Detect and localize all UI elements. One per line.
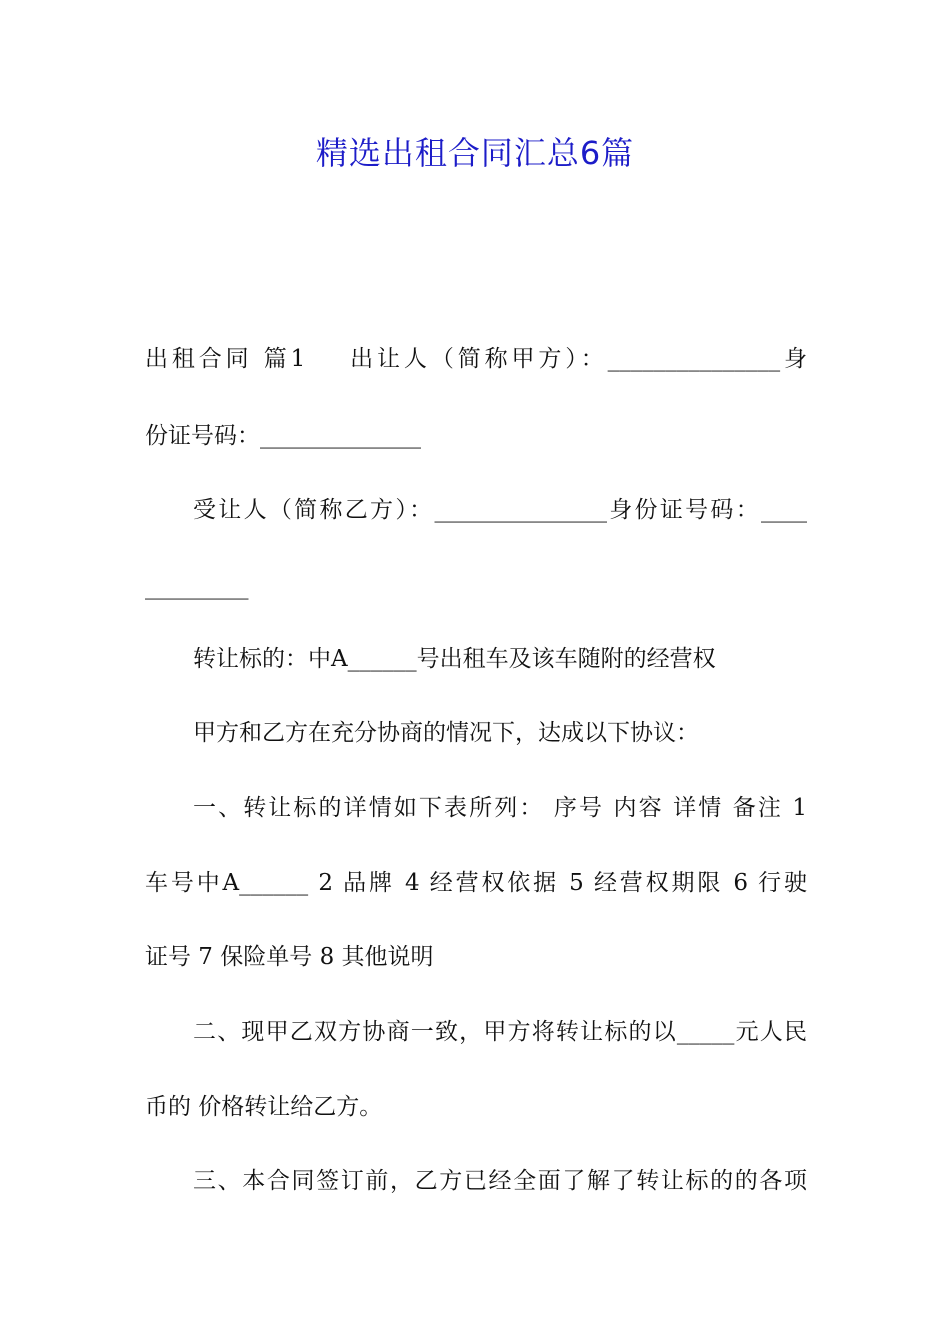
paragraph-line: 甲方和乙方在充分协商的情况下，达成以下协议： [193,720,699,746]
paragraph-line: _________ [145,574,249,600]
paragraph-line: 证号 7 保险单号 8 其他说明 [145,944,434,970]
paragraph-line: 转让标的：中A______号出租车及该车随附的经营权 [193,646,716,672]
paragraph-line: 三、本合同签订前，乙方已经全面了解了转让标的的各项 [193,1168,807,1194]
paragraph-line: 一、转让标的详情如下表所列： 序号 内容 详情 备注 1 [193,795,807,821]
paragraph-line: 受让人（简称乙方）：_______________身份证号码：____ [193,497,807,523]
paragraph-line: 份证号码：______________ [145,423,421,449]
paragraph-line: 币的 价格转让给乙方。 [145,1094,383,1120]
document-title: 精选出租合同汇总6篇 [315,134,635,172]
paragraph-line: 二、现甲乙双方协商一致，甲方将转让标的以_____元人民 [193,1019,807,1045]
paragraph-line: 车号中A______ 2 品牌 4 经营权依据 5 经营权期限 6 行驶 [145,870,807,896]
paragraph-line: 出租合同 篇1 出让人（简称甲方）：_______________身 [145,346,807,372]
